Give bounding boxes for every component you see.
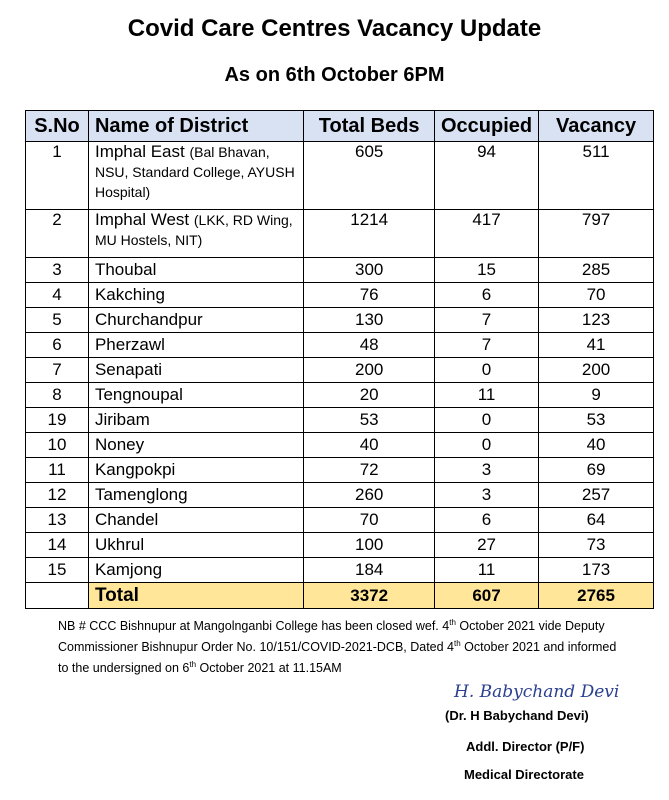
district-cell	[88, 258, 303, 283]
header-sno: S.No	[26, 111, 89, 142]
district-name: Thoubal	[94, 260, 157, 279]
table-row	[26, 408, 654, 433]
district-detail: (Bal Bhavan, NSU, Standard College, AYUSH Hospital)	[94, 144, 295, 200]
district-cell	[88, 308, 303, 333]
table-row	[26, 333, 654, 358]
occupied-cell: 0	[434, 358, 538, 383]
vacancy-cell: 173	[539, 558, 654, 583]
footnote-superscript: th	[454, 639, 461, 649]
district-name: Senapati	[94, 360, 163, 379]
table-row	[26, 458, 654, 483]
page-title: Covid Care Centres Vacancy Update	[127, 15, 542, 42]
footnote-part: October 2021 vide Deputy Commissioner Bishnupur Order No. 10/151/COVID-2021-DCB, Dated 4	[58, 619, 605, 655]
total-occupied-value: 607	[434, 583, 538, 609]
footnote-part: October 2021 and informed to the undersigned on 6	[58, 640, 617, 676]
total-beds-cell: 70	[304, 508, 435, 533]
total-beds-cell: 184	[304, 558, 435, 583]
table-row	[26, 210, 654, 258]
total-beds-cell: 605	[304, 142, 435, 210]
footnote-part: October 2021 at 11.15AM	[196, 661, 342, 676]
header-vacancy: Vacancy	[539, 111, 654, 142]
sno-cell: 6	[26, 333, 89, 358]
table-header-row	[26, 111, 654, 142]
occupied-cell: 94	[434, 142, 538, 210]
sno-cell: 1	[26, 142, 89, 210]
table-row	[26, 483, 654, 508]
total-beds-cell: 130	[304, 308, 435, 333]
signatory-name: (Dr. H Babychand Devi)	[445, 708, 589, 723]
district-cell	[88, 408, 303, 433]
signatory-designation: Addl. Director (P/F)	[466, 739, 585, 754]
occupied-cell: 0	[434, 408, 538, 433]
total-beds-cell: 72	[304, 458, 435, 483]
occupied-cell: 7	[434, 333, 538, 358]
table-row	[26, 558, 654, 583]
district-name: Imphal West	[94, 210, 190, 229]
total-beds-cell: 260	[304, 483, 435, 508]
district-cell	[88, 508, 303, 533]
district-name: Ukhrul	[94, 535, 145, 554]
total-beds-cell: 40	[304, 433, 435, 458]
district-cell	[88, 458, 303, 483]
vacancy-cell: 257	[539, 483, 654, 508]
vacancy-cell: 9	[539, 383, 654, 408]
occupied-cell: 27	[434, 533, 538, 558]
total-beds-cell: 48	[304, 333, 435, 358]
district-cell	[88, 483, 303, 508]
footnote	[58, 614, 618, 677]
occupied-cell: 417	[434, 210, 538, 258]
total-beds-cell: 100	[304, 533, 435, 558]
table-row	[26, 142, 654, 210]
district-name: Tengnoupal	[94, 385, 183, 404]
header-total-beds: Total Beds	[304, 111, 435, 142]
district-name: Noney	[94, 435, 145, 454]
total-beds-cell: 1214	[304, 210, 435, 258]
sno-cell: 14	[26, 533, 89, 558]
vacancy-cell: 40	[539, 433, 654, 458]
vacancy-table	[25, 110, 654, 609]
handwritten-signature: H. Babychand Devi	[454, 682, 620, 702]
page-subtitle: As on 6th October 6PM	[224, 64, 445, 86]
occupied-cell: 7	[434, 308, 538, 333]
table-row	[26, 508, 654, 533]
occupied-cell: 0	[434, 433, 538, 458]
table-row	[26, 533, 654, 558]
vacancy-cell: 41	[539, 333, 654, 358]
vacancy-cell: 69	[539, 458, 654, 483]
sno-cell: 3	[26, 258, 89, 283]
table-row	[26, 308, 654, 333]
table-row	[26, 258, 654, 283]
sno-cell: 2	[26, 210, 89, 258]
district-cell	[88, 558, 303, 583]
district-detail: (LKK, RD Wing, MU Hostels, NIT)	[94, 212, 293, 248]
occupied-cell: 11	[434, 383, 538, 408]
district-cell	[88, 433, 303, 458]
vacancy-cell: 123	[539, 308, 654, 333]
vacancy-cell: 73	[539, 533, 654, 558]
total-beds-cell: 76	[304, 283, 435, 308]
district-name: Tamenglong	[94, 485, 188, 504]
total-beds-cell: 200	[304, 358, 435, 383]
vacancy-cell: 285	[539, 258, 654, 283]
sno-cell: 7	[26, 358, 89, 383]
table-row	[26, 383, 654, 408]
district-name: Imphal East	[94, 142, 185, 161]
signatory-office: Medical Directorate	[464, 767, 584, 782]
occupied-cell: 11	[434, 558, 538, 583]
signature-block	[440, 682, 620, 792]
district-name: Kangpokpi	[94, 460, 176, 479]
sno-cell: 8	[26, 383, 89, 408]
total-vacancy-value: 2765	[539, 583, 654, 609]
district-name: Churchandpur	[94, 310, 203, 329]
sno-cell: 4	[26, 283, 89, 308]
vacancy-cell: 511	[539, 142, 654, 210]
vacancy-cell: 797	[539, 210, 654, 258]
header-district: Name of District	[88, 111, 303, 142]
total-label: Total	[88, 583, 303, 609]
occupied-cell: 15	[434, 258, 538, 283]
sno-cell: 12	[26, 483, 89, 508]
district-cell	[88, 283, 303, 308]
sno-cell: 19	[26, 408, 89, 433]
vacancy-cell: 64	[539, 508, 654, 533]
district-name: Kamjong	[94, 560, 163, 579]
district-cell	[88, 210, 303, 258]
district-cell	[88, 383, 303, 408]
district-cell	[88, 142, 303, 210]
district-cell	[88, 333, 303, 358]
footnote-superscript: th	[449, 618, 456, 627]
total-beds-value: 3372	[304, 583, 435, 609]
sno-cell: 11	[26, 458, 89, 483]
table-row	[26, 283, 654, 308]
sno-cell: 5	[26, 308, 89, 333]
district-name: Kakching	[94, 285, 165, 304]
occupied-cell: 6	[434, 283, 538, 308]
district-cell	[88, 533, 303, 558]
total-beds-cell: 20	[304, 383, 435, 408]
vacancy-cell: 53	[539, 408, 654, 433]
occupied-cell: 3	[434, 483, 538, 508]
total-sno-cell	[26, 583, 89, 609]
vacancy-cell: 200	[539, 358, 654, 383]
sno-cell: 10	[26, 433, 89, 458]
total-beds-cell: 300	[304, 258, 435, 283]
footnote-superscript: th	[189, 660, 197, 670]
sno-cell: 13	[26, 508, 89, 533]
occupied-cell: 3	[434, 458, 538, 483]
district-name: Jiribam	[94, 410, 150, 429]
footnote-part: NB # CCC Bishnupur at Mangolnganbi College has been closed wef. 4	[58, 619, 450, 634]
district-name: Chandel	[94, 510, 159, 529]
vacancy-cell: 70	[539, 283, 654, 308]
table-row	[26, 433, 654, 458]
total-beds-cell: 53	[304, 408, 435, 433]
district-name: Pherzawl	[94, 335, 165, 354]
header-occupied: Occupied	[434, 111, 538, 142]
total-row	[26, 583, 654, 609]
occupied-cell: 6	[434, 508, 538, 533]
sno-cell: 15	[26, 558, 89, 583]
table-row	[26, 358, 654, 383]
district-cell	[88, 358, 303, 383]
